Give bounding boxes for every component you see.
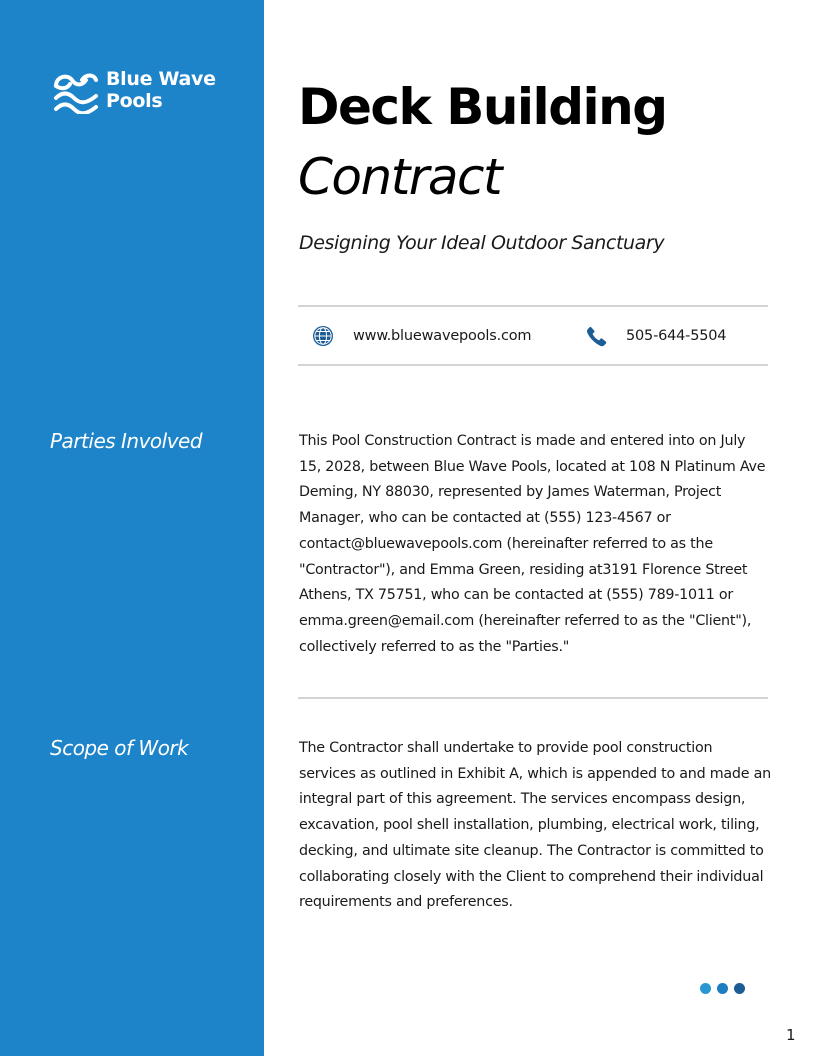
- phone-item[interactable]: [586, 307, 726, 364]
- brand-name-line1: Blue Wave: [106, 68, 216, 90]
- brand-name-line2: Pools: [106, 90, 163, 112]
- title-line1: Deck Building: [298, 78, 667, 136]
- page-number: 1: [786, 1026, 796, 1044]
- waves-icon: [52, 68, 100, 114]
- brand-name: [106, 68, 216, 112]
- phone-icon: [586, 325, 608, 347]
- decorative-dots: [700, 983, 751, 994]
- phone-number[interactable]: 505-644-5504: [626, 327, 727, 344]
- divider-contact: [298, 364, 768, 366]
- title-line2: Contract: [298, 148, 502, 206]
- website-link[interactable]: www.bluewavepools.com: [353, 327, 532, 344]
- dot-1: [700, 983, 711, 994]
- scope-of-work-text: The Contractor shall undertake to provide pool construction services as outlined in Exhibit A, which is appended to and made an integral part of this agreement. The services encompass design, excavation, pool shell installation, plumbing, electrical work, tiling, decking, and ultimate site cleanup. The Contractor is committed to collaborating closely with the Client to comprehend their individual requirements and preferences.: [299, 740, 771, 911]
- document-title: [298, 72, 667, 212]
- website-item[interactable]: [312, 307, 531, 364]
- section-label-scope: Scope of Work: [50, 736, 189, 760]
- dot-3: [734, 983, 745, 994]
- logo: [52, 68, 216, 114]
- section-label-parties: Parties Involved: [50, 429, 203, 453]
- sidebar: [0, 0, 264, 1056]
- dot-2: [717, 983, 728, 994]
- parties-involved-text: This Pool Construction Contract is made and entered into on July 15, 2028, between Blue Wave Pools, located at 108 N Platinum Ave Deming, NY 88030, represented by James Waterman, Project Manager, who can be contacted at (555) 123-4567 or contact@bluewavepools.com (hereinafter referred to as the "Contractor"), and Emma Green, residing at3191 Florence Street Athens, TX 75751, who can be contacted at (555) 789-1011 or emma.green@email.com (hereinafter referred to as the "Client"), collectively referred to as the "Parties.": [299, 433, 766, 655]
- divider-sections: [298, 697, 768, 699]
- globe-icon: [312, 325, 334, 347]
- contact-row: [298, 307, 768, 364]
- document-subtitle: Designing Your Ideal Outdoor Sanctuary: [299, 232, 665, 254]
